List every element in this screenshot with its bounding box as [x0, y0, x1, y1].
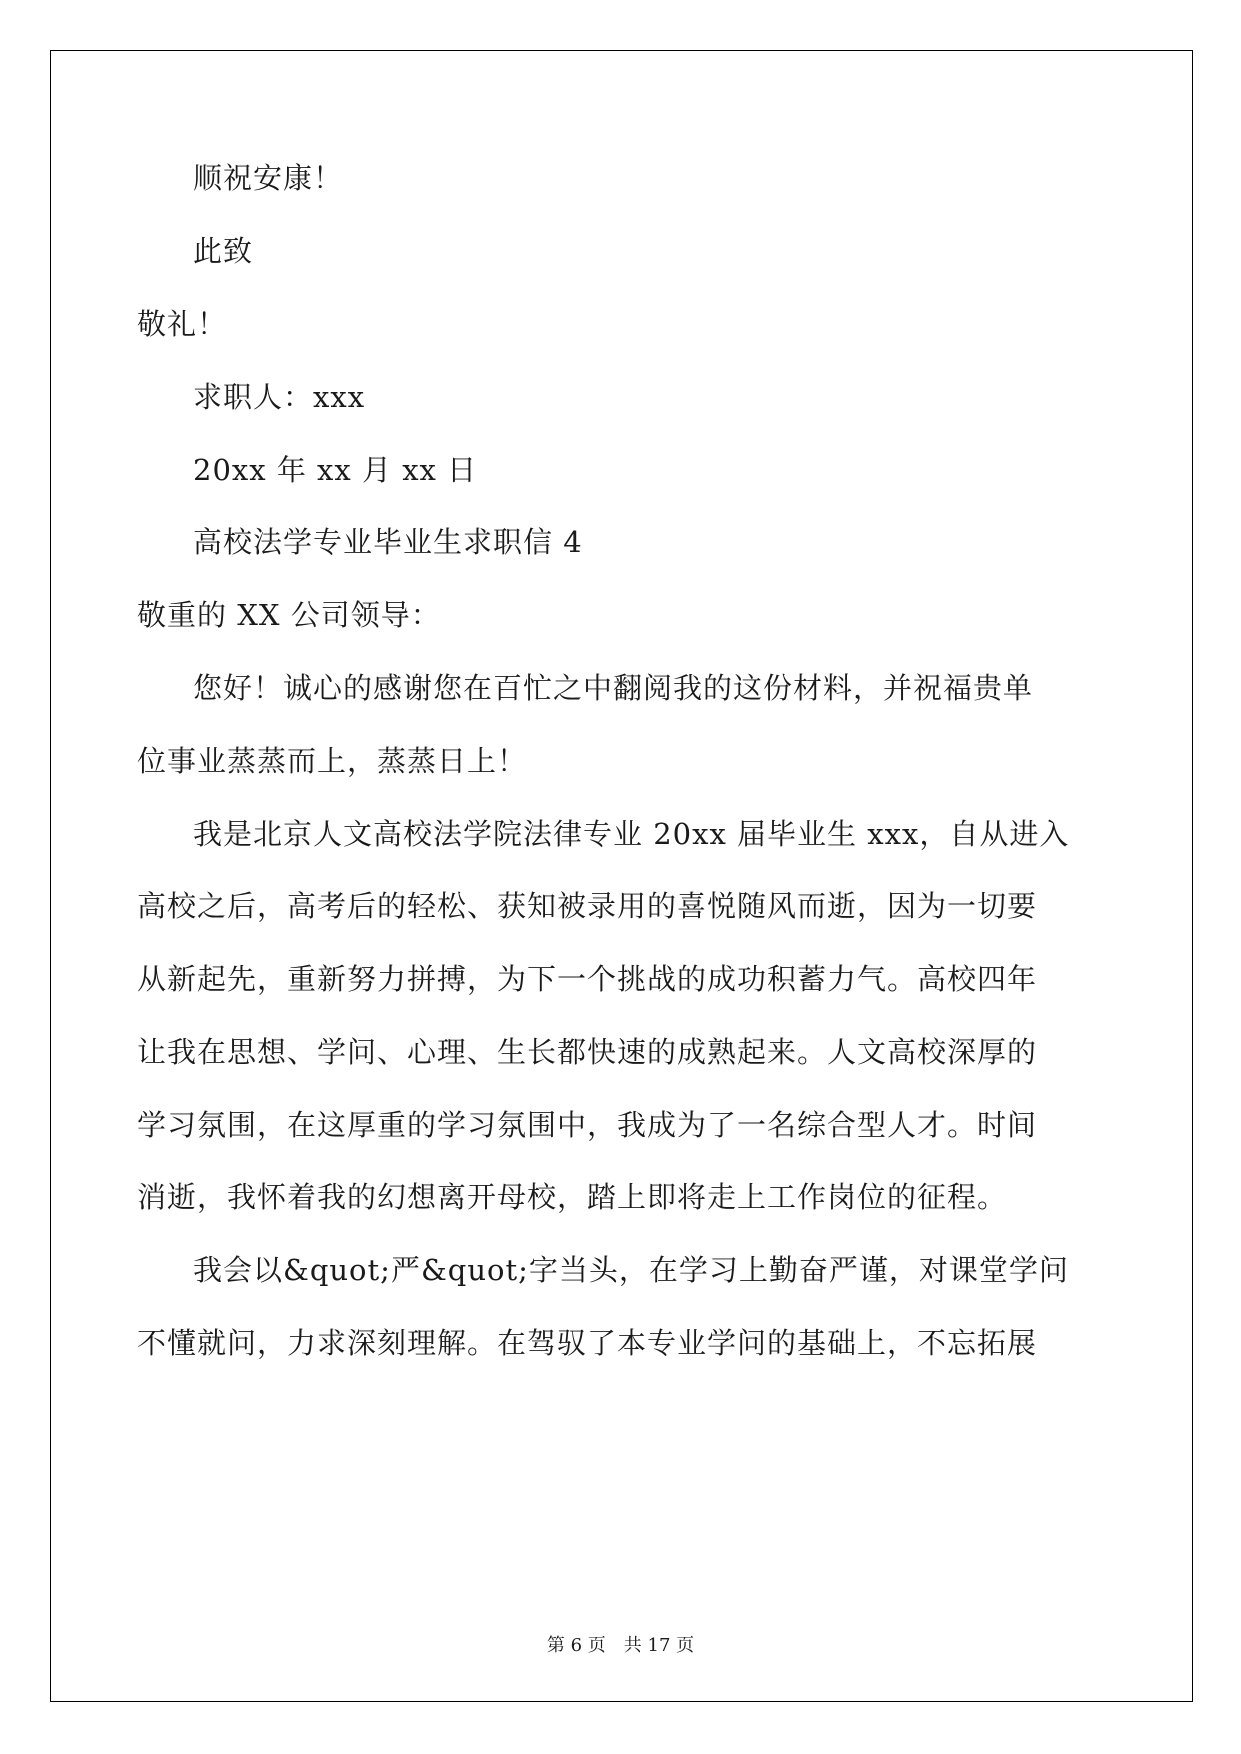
greeting: 敬重的 XX 公司领导：: [137, 598, 441, 632]
paragraph-line: 您好！诚心的感谢您在百忙之中翻阅我的这份材料，并祝福贵单: [193, 671, 1034, 705]
applicant-signature: 求职人：xxx: [193, 380, 366, 414]
paragraph-line: 我会以&quot;严&quot;字当头，在学习上勤奋严谨，对课堂学问: [193, 1253, 1069, 1287]
paragraph-line: 我是北京人文高校法学院法律专业 20xx 届毕业生 xxx，自从进入: [193, 817, 1070, 851]
paragraph-line: 高校之后，高考后的轻松、获知被录用的喜悦随风而逝，因为一切要: [137, 889, 1038, 923]
paragraph-line: 位事业蒸蒸而上，蒸蒸日上！: [137, 744, 528, 778]
closing-respect: 敬礼！: [137, 307, 228, 341]
paragraph-line: 消逝，我怀着我的幻想离开母校，踏上即将走上工作岗位的征程。: [137, 1180, 1008, 1214]
page-number-footer: 第 6 页 共 17 页: [546, 1635, 695, 1656]
closing-salutation: 此致: [193, 234, 254, 268]
letter-date: 20xx 年 xx 月 xx 日: [193, 453, 478, 487]
section-title: 高校法学专业毕业生求职信 4: [193, 525, 583, 559]
paragraph-line: 让我在思想、学问、心理、生长都快速的成熟起来。人文高校深厚的: [137, 1035, 1038, 1069]
paragraph-line: 不懂就问，力求深刻理解。在驾驭了本专业学问的基础上，不忘拓展: [137, 1326, 1038, 1360]
paragraph-line: 从新起先，重新努力拼搏，为下一个挑战的成功积蓄力气。高校四年: [137, 962, 1038, 996]
closing-wish: 顺祝安康！: [193, 161, 344, 195]
page-border: [50, 50, 1193, 1702]
paragraph-line: 学习氛围，在这厚重的学习氛围中，我成为了一名综合型人才。时间: [137, 1108, 1038, 1142]
